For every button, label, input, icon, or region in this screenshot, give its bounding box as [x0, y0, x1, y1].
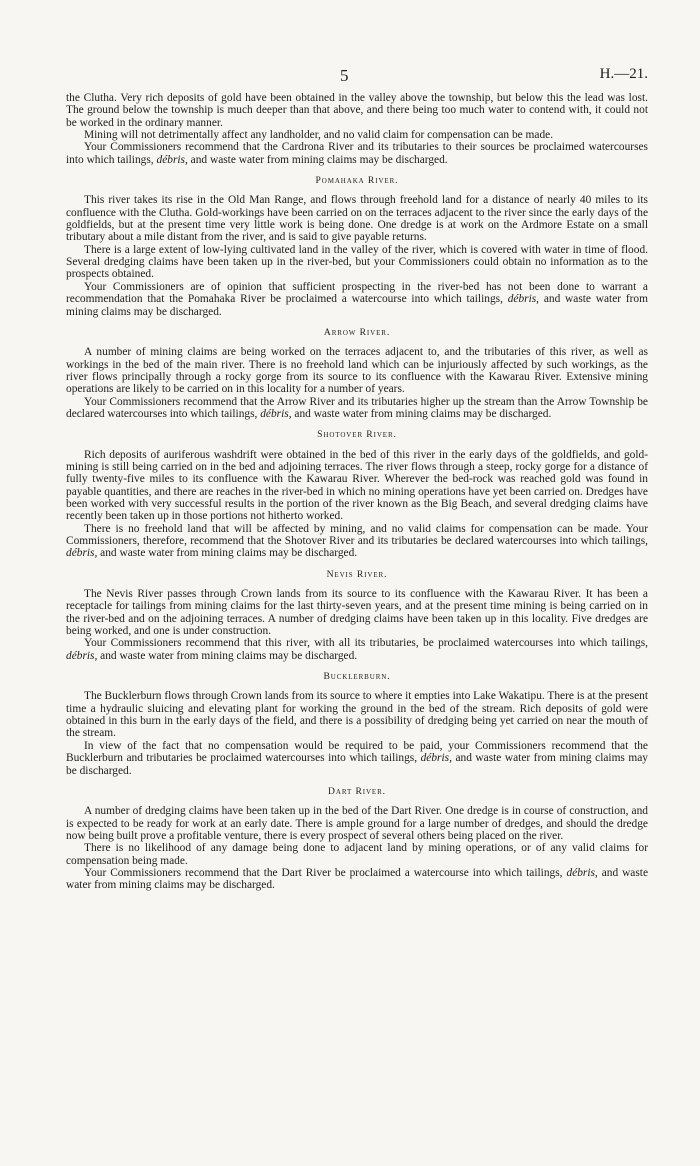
page-header: [66, 0, 648, 92]
section-heading: Bucklerburn.: [323, 671, 391, 683]
document-body: [66, 92, 648, 892]
document-reference: H.—21.: [599, 66, 648, 82]
section-arrow-river: [66, 327, 648, 420]
section-nevis-river: [66, 569, 648, 662]
paragraph: Your Commissioners recommend that this river, with all its tributaries, be proclaimed watercourses into which tailings, débris, and waste water from mining claims may be discharged.: [66, 637, 648, 662]
section-heading: Nevis River.: [326, 568, 388, 580]
paragraph: This river takes its rise in the Old Man Range, and flows through freehold land for a distance of nearly 40 miles to its confluence with the Clutha. Gold-workings have been carried on on the terraces adjacent to the river since the early days of the goldfields, but at the present time very little work is being done. One dredge is at work on the Ardmore Estate on a small tributary about a mile distant from the river, and is said to give payable returns.: [66, 194, 648, 244]
section-heading: Arrow River.: [323, 326, 391, 338]
paragraph: The Nevis River passes through Crown lands from its source to its confluence with the Kawarau River. It has been a receptacle for tailings from mining claims for the last thirty-seven years, and at the present time mining is being carried on in the river-bed and on the adjoining terraces. A number of dredging claims have been taken up in this locality. Five dredges are being worked, and one is under construction.: [66, 588, 648, 638]
paragraph: Rich deposits of auriferous washdrift were obtained in the bed of this river in the early days of the goldfields, and gold-mining is still being carried on in the bed and adjoining terraces. The river flows through a steep, rocky gorge for a distance of fully twenty-five miles to its confluence with the Kawarau River. Wherever the bed-rock was reached gold was found in payable quantities, and there are reaches in the river-bed in which no mining operations have yet been carried on. Dredges have been worked with very successful results in the portion of the river known as the Big Beach, and several dredging claims have recently been taken up in those portions not hitherto worked.: [66, 448, 648, 523]
paragraph: Your Commissioners recommend that the Dart River be proclaimed a watercourse into which tailings, débris, and waste water from mining claims may be discharged.: [66, 866, 648, 892]
section-heading: Shotover River.: [317, 429, 397, 441]
paragraph: In view of the fact that no compensation would be required to be paid, your Commissioners recommend that the Bucklerburn and tributaries be proclaimed watercourses into which tailings, débris, and waste water from mining claims may be discharged.: [66, 739, 648, 777]
paragraph: There is no likelihood of any damage being done to adjacent land by mining operations, or of any valid claims for compensation being made.: [66, 842, 648, 867]
section-heading: Pomahaka River.: [315, 175, 399, 187]
section-pomahaka-river: [66, 175, 648, 318]
paragraph: Your Commissioners recommend that the Arrow River and its tributaries higher up the stream than the Arrow Township be declared watercourses into which tailings, débris, and waste water from mining claims may be discharged.: [66, 395, 648, 420]
paragraph: The Bucklerburn flows through Crown lands from its source to where it empties into Lake Wakatipu. There is at the present time a hydraulic sluicing and elevating plant for working the ground in the bed of the stream. Rich deposits of gold were obtained in this burn in the early days of the field, and there is a possibility of dredging being yet carried on near the mouth of the stream.: [66, 690, 648, 740]
paragraph: the Clutha. Very rich deposits of gold have been obtained in the valley above the township, but below this the lead was lost. The ground below the township is much deeper than that above, and there being too much water to contend with, it could not be worked in the ordinary manner.: [66, 92, 648, 129]
section-bucklerburn: [66, 671, 648, 777]
paragraph: Your Commissioners are of opinion that sufficient prospecting in the river-bed has not been done to warrant a recommendation that the Pomahaka River be proclaimed a watercourse into which tailings, débris, and waste water from mining claims may be discharged.: [66, 280, 648, 318]
section-dart-river: [66, 786, 648, 892]
page-number: 5: [340, 66, 349, 85]
paragraph: A number of dredging claims have been taken up in the bed of the Dart River. One dredge is in course of construction, and is expected to be ready for work at an early date. There is ample ground for a large number of dredges, and should the dredge now being built prove a profitable venture, there is every prospect of several others being placed on the river.: [66, 805, 648, 842]
paragraph: There is a large extent of low-lying cultivated land in the valley of the river, which is covered with water in time of flood. Several dredging claims have been taken up in the river-bed, but your Commissioners could obtain no information as to the prospects obtained.: [66, 243, 648, 281]
paragraph: Your Commissioners recommend that the Cardrona River and its tributaries to their sources be proclaimed watercourses into which tailings, débris, and waste water from mining claims may be discharged.: [66, 141, 648, 166]
section-intro: [66, 92, 648, 166]
paragraph: A number of mining claims are being worked on the terraces adjacent to, and the tributaries of this river, as well as workings in the bed of the main river. There is no freehold land which can be injuriously affected by such workings, as the river flows principally through a rocky gorge from its source to its confluence with the Kawarau River. Extensive mining operations are likely to be carried on in this locality for a number of years.: [66, 346, 648, 396]
section-shotover-river: [66, 429, 648, 559]
paragraph: Mining will not detrimentally affect any landholder, and no valid claim for compensation can be made.: [84, 129, 554, 142]
paragraph: There is no freehold land that will be affected by mining, and no valid claims for compensation can be made. Your Commissioners, therefore, recommend that the Shotover River and its tributaries be declared watercourses into which tailings, débris, and waste water from mining claims may be discharged.: [66, 522, 648, 560]
section-heading: Dart River.: [328, 785, 386, 797]
